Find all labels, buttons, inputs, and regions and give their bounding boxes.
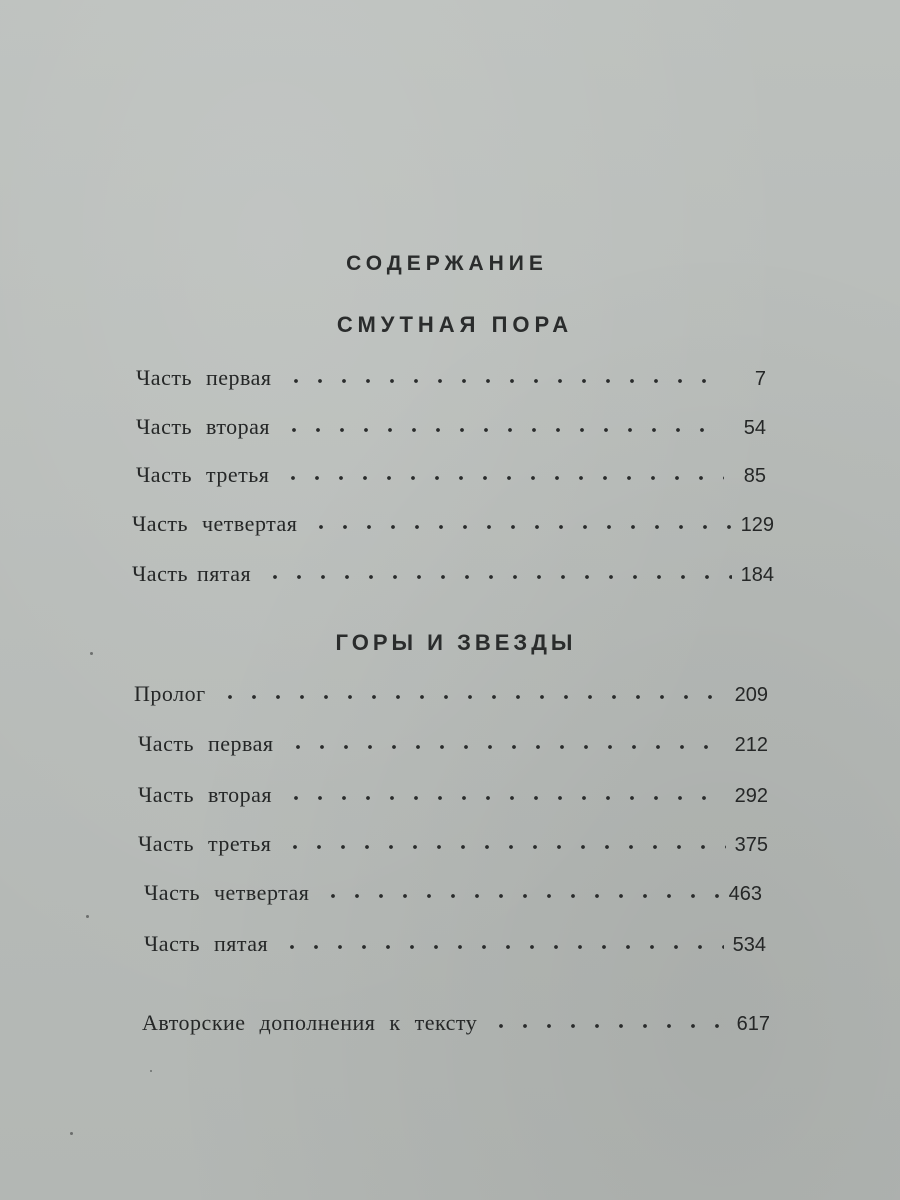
toc-entry — [138, 781, 768, 809]
toc-entry-label: Часть четвертая — [144, 880, 310, 905]
dot-leader — [305, 511, 732, 531]
toc-entry-page: 54 — [743, 417, 766, 439]
toc-entry — [138, 830, 768, 858]
toc-entry-page: 212 — [734, 734, 768, 756]
paper-speck — [70, 1132, 73, 1135]
toc-entry-page: 463 — [728, 883, 762, 905]
toc-entry-page: 375 — [734, 834, 768, 856]
toc-entry-page: 129 — [740, 514, 774, 536]
toc-entry-page: 292 — [734, 785, 768, 807]
toc-entry-label: Часть первая — [138, 731, 274, 756]
dot-leader — [279, 831, 726, 851]
toc-entry-appendix — [142, 1009, 770, 1037]
dot-leader — [259, 561, 732, 581]
page-title: СОДЕРЖАНИЕ — [346, 252, 548, 275]
toc-entry-label: Часть третья — [138, 831, 272, 856]
toc-entry — [136, 413, 766, 441]
toc-entry-label: Авторские дополнения к тексту — [142, 1010, 478, 1035]
toc-entry-label: Пролог — [134, 681, 206, 706]
dot-leader — [214, 681, 726, 701]
dot-leader — [317, 880, 720, 900]
toc-entry-page: 184 — [740, 564, 774, 586]
toc-entry — [136, 461, 766, 489]
toc-entry-page: 534 — [732, 934, 766, 956]
dot-leader — [276, 931, 724, 951]
paper-speck — [86, 915, 89, 918]
toc-entry — [138, 730, 768, 758]
toc-entry — [132, 560, 774, 588]
toc-entry-page: 617 — [736, 1013, 770, 1035]
toc-entry — [134, 680, 768, 708]
dot-leader — [282, 731, 727, 751]
toc-entry — [144, 930, 766, 958]
toc-entry-page: 209 — [734, 684, 768, 706]
toc-entry — [132, 510, 774, 538]
toc-entry-page: 7 — [754, 368, 766, 390]
paper-speck — [150, 1070, 152, 1072]
section-title-part-2: ГОРЫ И ЗВЕЗДЫ — [335, 630, 577, 655]
dot-leader — [280, 365, 725, 385]
toc-entry-label: Часть пятая — [144, 931, 269, 956]
dot-leader — [280, 782, 726, 802]
toc-entry-page: 85 — [743, 465, 766, 487]
toc-entry-label: Часть вторая — [138, 782, 273, 807]
section-title-part-1: СМУТНАЯ ПОРА — [336, 312, 574, 337]
toc-entry-label: Часть четвертая — [132, 511, 298, 536]
toc-entry-label: Часть пятая — [132, 561, 252, 586]
dot-leader — [278, 414, 724, 434]
paper-speck — [90, 652, 93, 655]
toc-entry — [144, 879, 762, 907]
dot-leader — [485, 1010, 728, 1030]
toc-entry — [136, 364, 766, 392]
toc-entry-label: Часть первая — [136, 365, 272, 390]
toc-entry-label: Часть третья — [136, 462, 270, 487]
toc-entry-label: Часть вторая — [136, 414, 271, 439]
dot-leader — [277, 462, 724, 482]
